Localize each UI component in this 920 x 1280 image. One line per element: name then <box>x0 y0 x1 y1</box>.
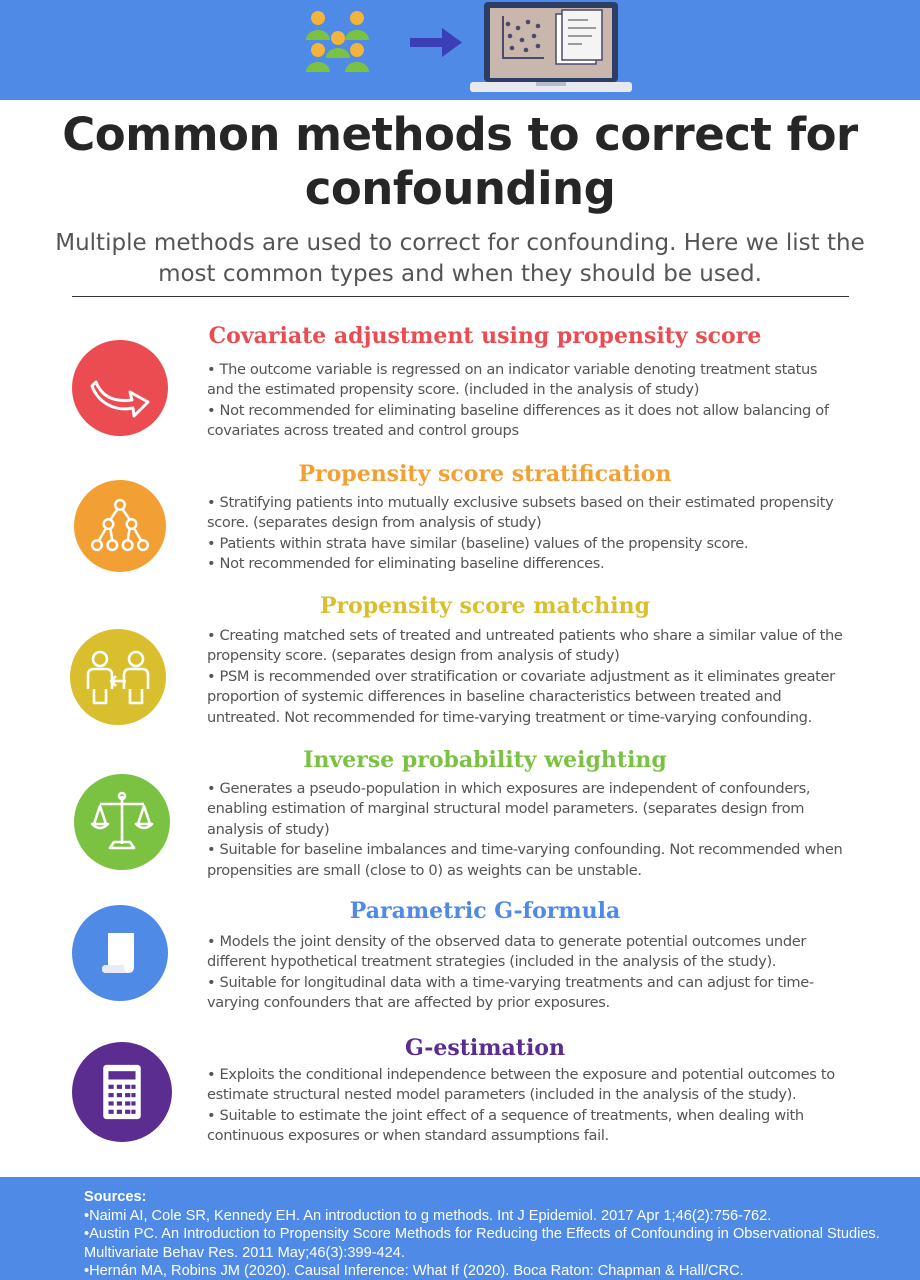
method-point: • Stratifying patients into mutually exclusive subsets based on their estimated propensity score. (separates design from analysis of study) <box>207 494 834 532</box>
method-point: • Suitable for baseline imbalances and time-varying confounding. Not recommended when propensities are small (close to 0) as weights can be unstable. <box>207 841 843 879</box>
method-point: • Models the joint density of the observed data to generate potential outcomes under different hypothetical treatment strategies (included in the analysis of the study). <box>207 933 807 971</box>
method-point: • Creating matched sets of treated and untreated patients who share a similar value of the propensity score. (separates design from analysis of study) <box>207 627 843 665</box>
method-point: • The outcome variable is regressed on an indicator variable denoting treatment status and the estimated propensity score. (included in the analysis of study) <box>207 361 818 399</box>
scroll-icon <box>72 905 168 1001</box>
sources-label: Sources: <box>84 1189 147 1205</box>
method-title: Parametric G-formula <box>349 898 621 924</box>
method-point: • Suitable to estimate the joint effect of a sequence of treatments, when dealing with continuous exposures or when standard assumptions fail. <box>207 1106 804 1145</box>
method-title: Propensity score stratification <box>298 461 672 487</box>
page-title: Common methods to correct for confounding <box>62 108 858 215</box>
method-description <box>207 360 847 442</box>
method-point: • Suitable for longitudinal data with a time-varying treatments and can adjust for time-varying confounders that are affected by prior exposures. <box>207 973 814 1012</box>
source-item: •Austin PC. An Introduction to Propensity Score Methods for Reducing the Effects of Confounding in Observational Studies. Multivariate Behav Res. 2011 May;46(3):399-424. <box>84 1226 880 1261</box>
method-description <box>207 626 847 728</box>
page-subtitle: Multiple methods are used to correct for confounding. Here we list the most common types and when they should be used. <box>55 230 865 287</box>
source-item: •Naimi AI, Cole SR, Kennedy EH. An introduction to g methods. Int J Epidemiol. 2017 Apr 1;46(2):756-762. <box>84 1207 772 1224</box>
laptop-document-icon <box>470 2 632 92</box>
method-title: Propensity score matching <box>319 593 651 619</box>
method-title: Inverse probability weighting <box>303 747 667 773</box>
calculator-icon <box>72 1042 172 1142</box>
header-illustration <box>0 0 920 100</box>
method-description <box>207 932 847 1014</box>
people-exchange-icon <box>70 629 166 725</box>
method-point: • Not recommended for eliminating baseline differences. <box>207 555 605 573</box>
method-description <box>207 779 847 881</box>
sources-footer <box>0 1177 920 1280</box>
title-divider <box>72 296 849 297</box>
curved-arrow-icon <box>72 340 168 436</box>
source-item: •Hernán MA, Robins JM (2020). Causal Inference: What If (2020). Boca Raton: Chapman & Hall/CRC. <box>84 1263 744 1279</box>
method-description <box>207 493 847 575</box>
method-title: Covariate adjustment using propensity score <box>208 323 762 349</box>
method-title: G-estimation <box>405 1035 565 1061</box>
method-point: • Exploits the conditional independence between the exposure and potential outcomes to estimate structural nested model parameters (included in the analysis of the study). <box>207 1066 835 1104</box>
method-point: • Patients within strata have similar (baseline) values of the propensity score. <box>207 534 749 552</box>
method-point: • Generates a pseudo-population in which exposures are independent of confounders, enabling estimation of marginal structural model parameters. (separates design from analysis of study) <box>207 780 811 838</box>
method-point: • PSM is recommended over stratification or covariate adjustment as it eliminates greater proportion of systemic differences in baseline characteristics between treated and untreated. Not recommended for time-varying treatment or time-varying confounding. <box>207 667 835 726</box>
method-point: • Not recommended for eliminating baseline differences as it does not allow balancing of covariates across treated and control groups <box>207 401 829 440</box>
hierarchy-tree-icon <box>74 480 166 572</box>
people-group-icon <box>306 11 369 72</box>
method-description <box>207 1065 847 1147</box>
balance-scale-icon <box>74 774 170 870</box>
arrow-right-icon <box>410 28 462 57</box>
